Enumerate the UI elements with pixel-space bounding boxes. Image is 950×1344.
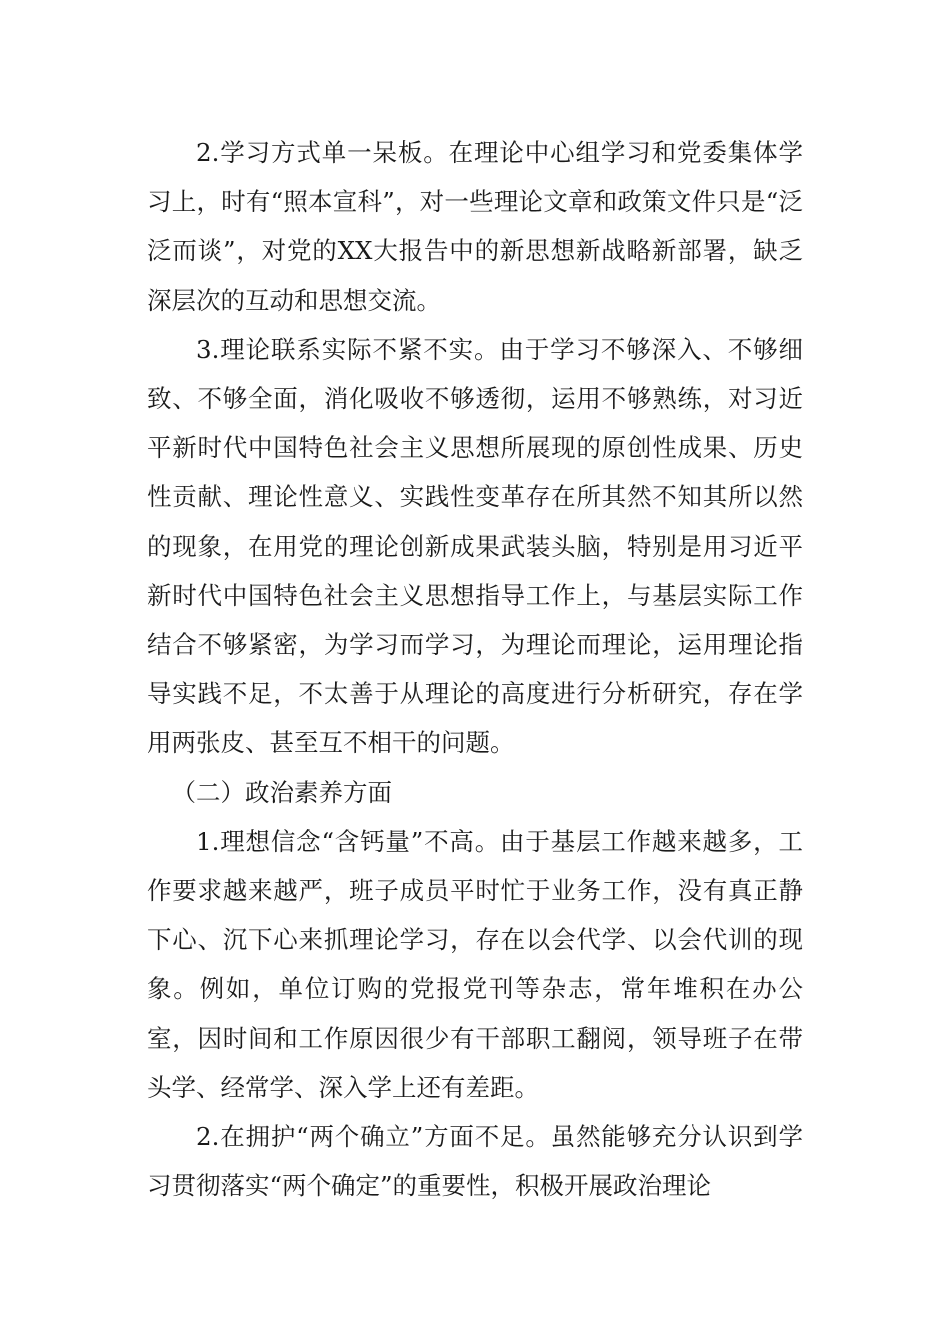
document-body	[147, 128, 803, 1210]
section-heading-political-literacy: （二）政治素养方面	[171, 777, 392, 807]
paragraph-two-establishments: 2.在拥护“两个确立”方面不足。虽然能够充分认识到学习贯彻落实“两个确定”的重要性，积极开展政治理论	[147, 1122, 803, 1201]
paragraph-learning-method: 2.学习方式单一呆板。在理论中心组学习和党委集体学习上，时有“照本宣科”，对一些理论文章和政策文件只是“泛泛而谈”，对党的XX大报告中的新思想新战略新部署，缺乏深层次的互动和思想交流。	[147, 138, 803, 315]
paragraph-ideals-belief: 1.理想信念“含钙量”不高。由于基层工作越来越多，工作要求越来越严，班子成员平时忙于业务工作，没有真正静下心、沉下心来抓理论学习，存在以会代学、以会代训的现象。例如，单位订购的党报党刊等杂志，常年堆积在办公室，因时间和工作原因很少有干部职工翻阅，领导班子在带头学、经常学、深入学上还有差距。	[147, 826, 803, 1102]
paragraph-theory-practice: 3.理论联系实际不紧不实。由于学习不够深入、不够细致、不够全面，消化吸收不够透彻，运用不够熟练，对习近平新时代中国特色社会主义思想所展现的原创性成果、历史性贡献、理论性意义、实践性变革存在所其然不知其所以然的现象，在用党的理论创新成果武装头脑，特别是用习近平新时代中国特色社会主义思想指导工作上，与基层实际工作结合不够紧密，为学习而学习，为理论而理论，运用理论指导实践不足，不太善于从理论的高度进行分析研究，存在学用两张皮、甚至互不相干的问题。	[147, 334, 803, 758]
